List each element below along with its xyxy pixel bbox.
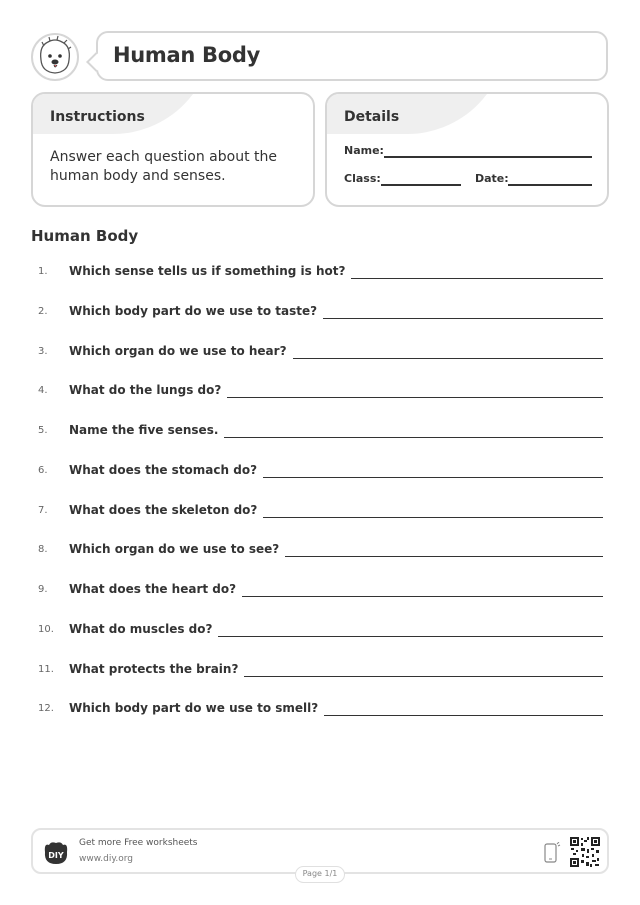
answer-line[interactable]	[285, 540, 603, 557]
question-row	[31, 620, 603, 660]
question-row	[31, 580, 603, 620]
question-row	[31, 421, 603, 461]
question-row	[31, 342, 603, 382]
answer-line[interactable]	[218, 620, 603, 637]
question-text: What do muscles do?	[69, 621, 213, 636]
question-row	[31, 699, 603, 739]
question-row	[31, 540, 603, 580]
question-number: 3.	[38, 345, 48, 357]
instructions-card	[31, 92, 315, 207]
question-text: Which sense tells us if something is hot?	[69, 264, 346, 278]
mascot-avatar-icon	[30, 32, 80, 82]
question-number: 9.	[38, 584, 48, 595]
diy-logo-icon	[43, 840, 69, 866]
question-text: Which organ do we use to hear?	[69, 343, 287, 358]
question-number: 8.	[38, 544, 48, 556]
answer-line[interactable]	[324, 699, 603, 716]
answer-line[interactable]	[351, 262, 603, 279]
question-row	[31, 302, 603, 342]
question-number: 4.	[38, 385, 48, 397]
instructions-heading: Instructions	[50, 109, 145, 125]
question-text: What does the stomach do?	[69, 462, 258, 477]
question-number: 6.	[38, 464, 48, 476]
details-heading: Details	[344, 109, 400, 125]
title-box	[96, 31, 608, 81]
phone-icon	[543, 842, 561, 864]
answer-line[interactable]	[224, 421, 603, 438]
footer-promo: Get more Free worksheets	[79, 838, 198, 848]
question-row	[31, 262, 603, 302]
question-text: What does the heart do?	[69, 582, 237, 596]
answer-line[interactable]	[323, 302, 603, 319]
page-indicator: Page 1/1	[295, 866, 345, 883]
question-text: What protects the brain?	[69, 661, 239, 676]
answer-line[interactable]	[293, 342, 603, 359]
question-list	[31, 262, 603, 739]
class-field[interactable]	[381, 184, 461, 186]
question-row	[31, 461, 603, 501]
class-label: Class:	[344, 172, 381, 185]
answer-line[interactable]	[227, 381, 603, 398]
details-card	[325, 92, 609, 207]
footer-url[interactable]: www.diy.org	[79, 854, 133, 864]
question-row	[31, 660, 603, 700]
answer-line[interactable]	[263, 501, 603, 518]
answer-line[interactable]	[263, 461, 603, 478]
qr-code-icon	[569, 836, 601, 868]
answer-line[interactable]	[242, 580, 603, 597]
question-text: Which body part do we use to smell?	[69, 701, 319, 716]
question-number: 5.	[38, 425, 48, 436]
question-number: 1.	[38, 266, 48, 277]
question-text: Which body part do we use to taste?	[69, 303, 318, 318]
question-number: 12.	[38, 703, 54, 715]
question-row	[31, 381, 603, 421]
page-title: Human Body	[113, 43, 260, 67]
question-row	[31, 501, 603, 541]
question-number: 11.	[38, 663, 54, 675]
section-title: Human Body	[31, 227, 139, 245]
date-field[interactable]	[508, 184, 592, 186]
answer-line[interactable]	[244, 660, 603, 677]
question-number: 7.	[38, 504, 48, 516]
question-text: Name the five senses.	[69, 423, 219, 437]
logo-text: DIY	[48, 851, 64, 860]
question-number: 2.	[38, 305, 48, 317]
question-number: 10.	[38, 623, 54, 635]
question-text: What does the skeleton do?	[69, 502, 258, 517]
name-field[interactable]	[384, 156, 592, 158]
question-text: What do the lungs do?	[69, 383, 222, 398]
name-label: Name:	[344, 144, 384, 157]
question-text: Which organ do we use to see?	[69, 542, 280, 557]
date-label: Date:	[475, 172, 509, 185]
instructions-text: Answer each question about the human body and senses.	[50, 149, 277, 184]
